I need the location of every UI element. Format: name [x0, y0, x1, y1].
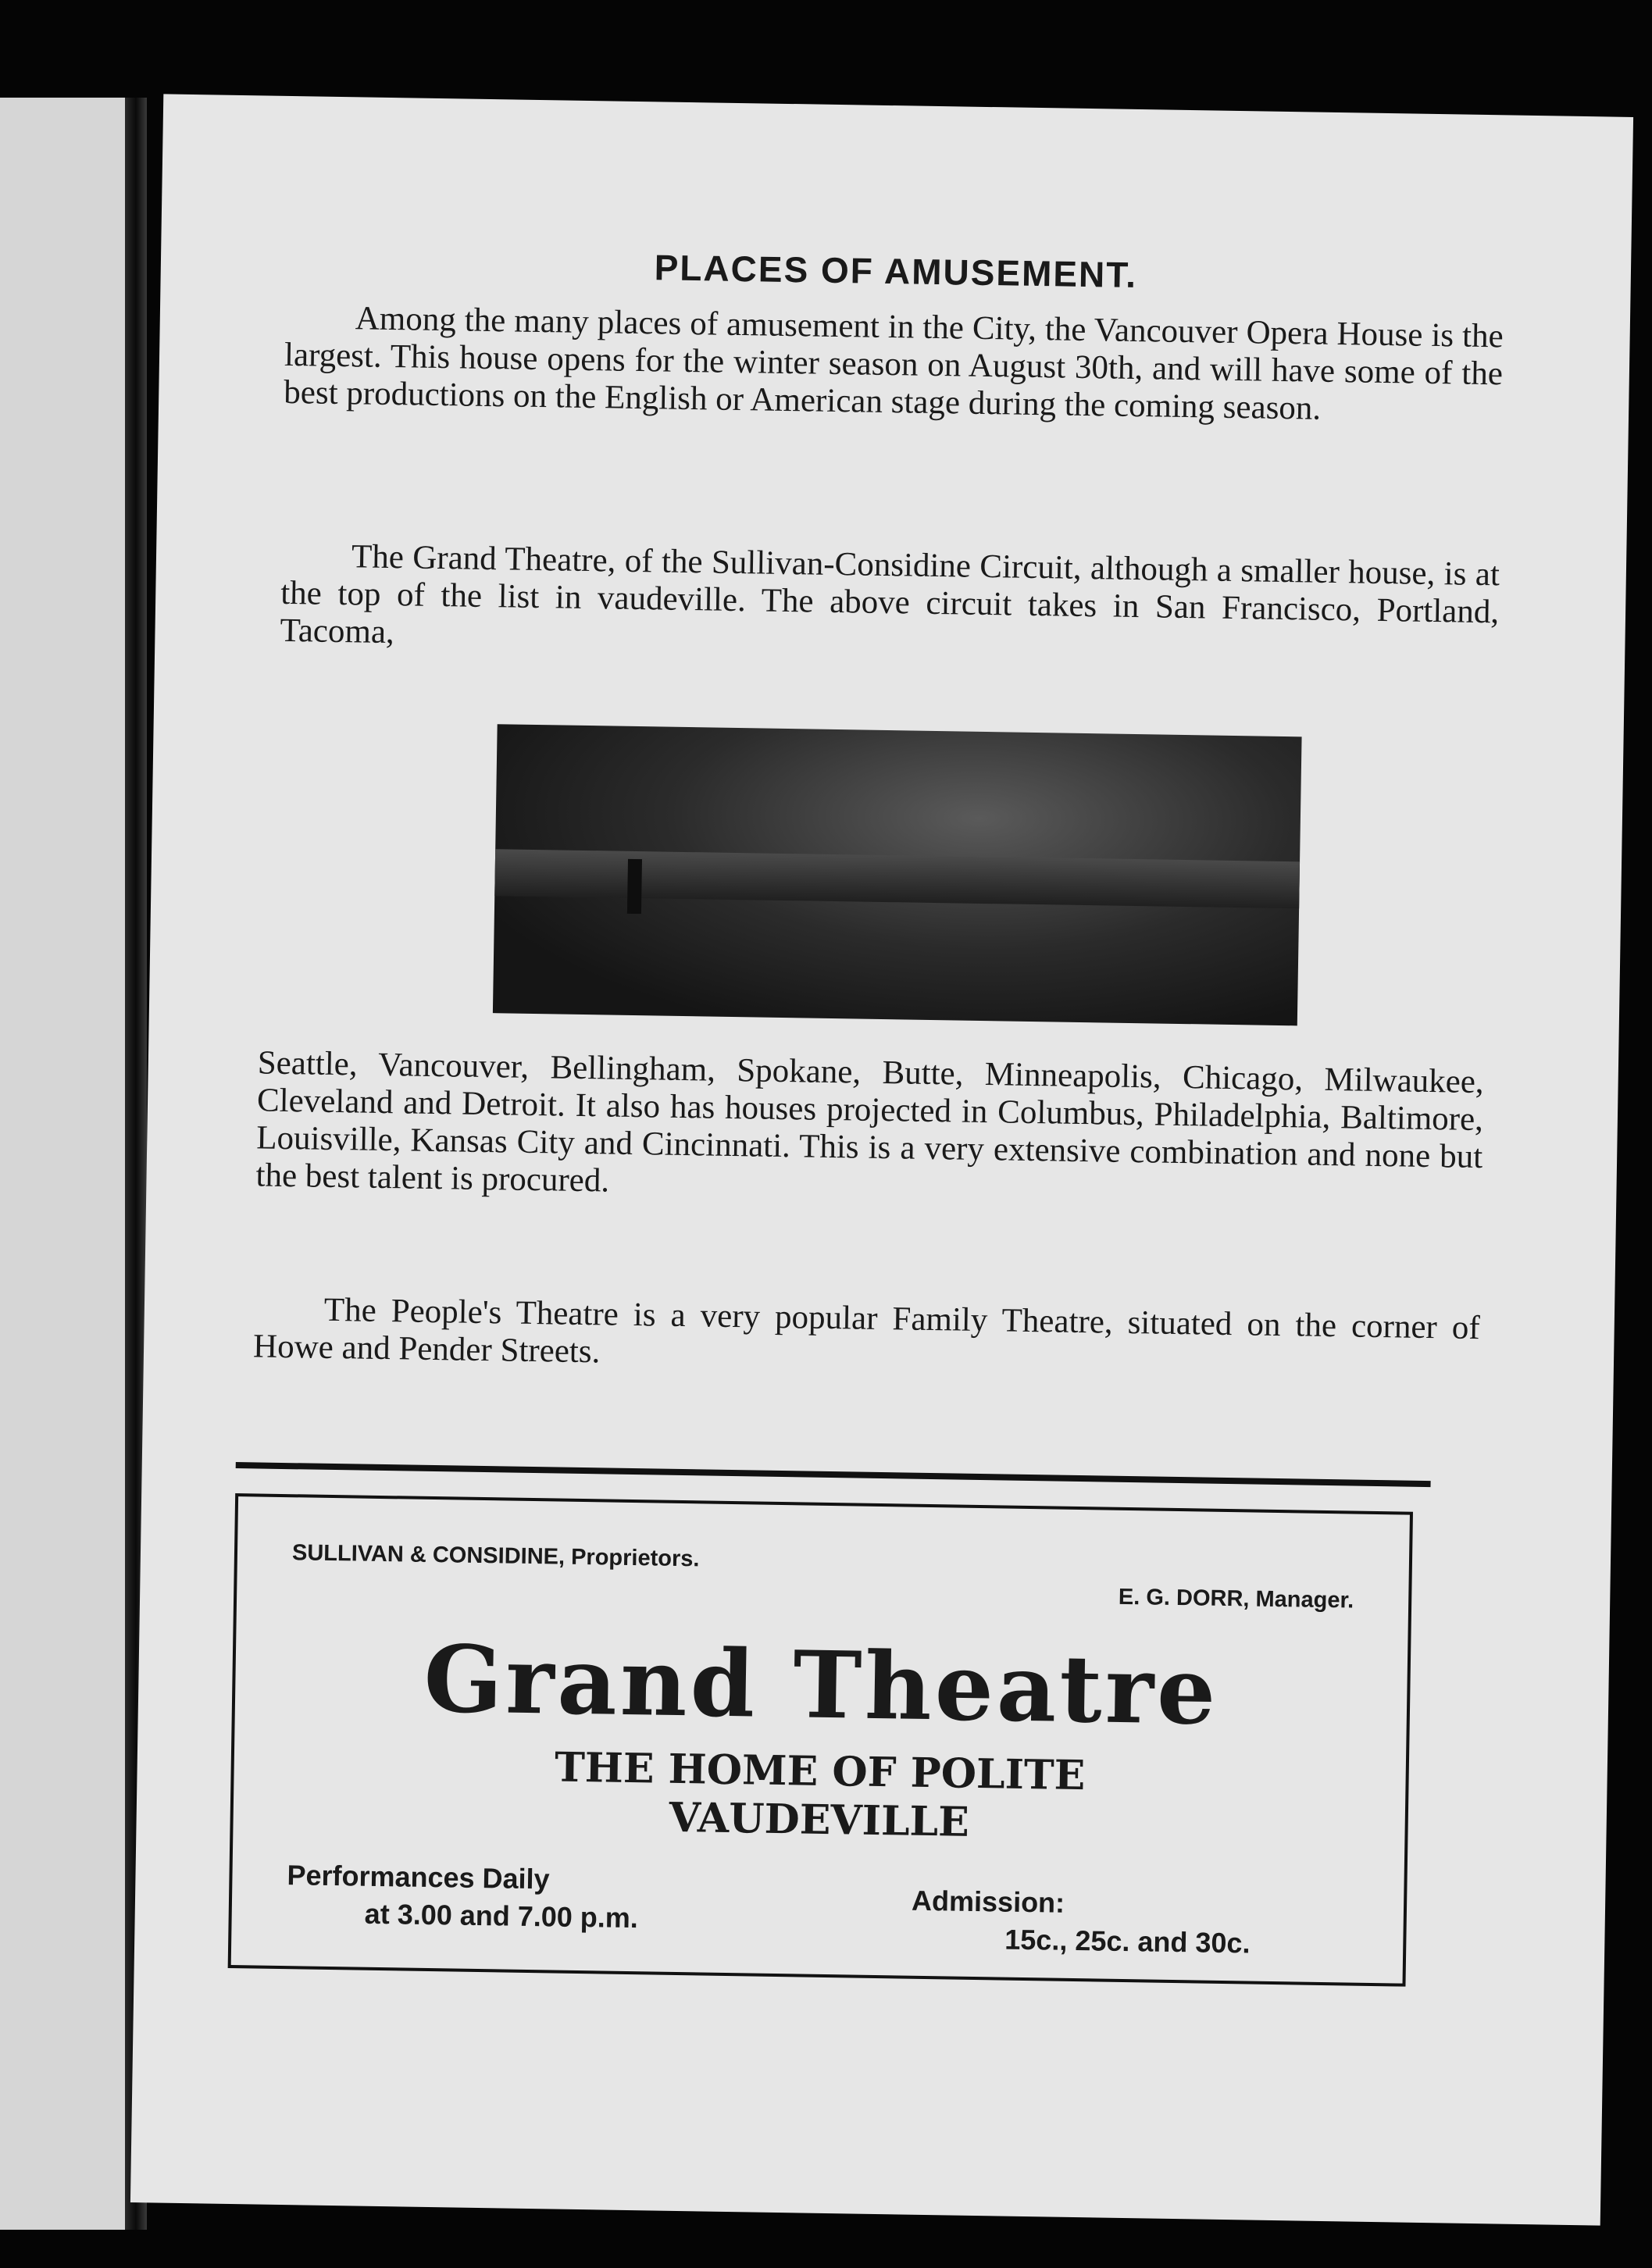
- ad-manager: E. G. DORR, Manager.: [1118, 1584, 1354, 1614]
- photo-ship-funnel: [627, 859, 642, 914]
- paragraph-grand-theatre: The Grand Theatre, of the Sullivan-Considine Circuit, although a smaller house, is at the top of the list in vaudeville. The above circuit takes in San Francisco, Portland, Tacoma,: [280, 538, 1500, 651]
- ad-performances: [286, 1856, 639, 1937]
- ad-admission-heading: Admission:: [911, 1884, 1065, 1919]
- ad-performances-times: at 3.00 and 7.00 p.m.: [364, 1897, 639, 1935]
- ad-proprietors: SULLIVAN & CONSIDINE, Proprietors.: [291, 1540, 700, 1572]
- ad-admission: [911, 1882, 1251, 1963]
- ad-performances-heading: Performances Daily: [287, 1859, 550, 1895]
- paragraph-peoples-theatre: The People's Theatre is a very popular Family Theatre, situated on the corner of Howe and Pender Streets.: [252, 1291, 1481, 1371]
- ad-tagline: THE HOME OF POLITE VAUDEVILLE: [554, 1743, 1086, 1846]
- harbour-photograph: [493, 724, 1302, 1025]
- section-divider: [236, 1462, 1431, 1487]
- ad-theatre-name: Grand Theatre: [423, 1624, 1220, 1746]
- article-title: PLACES OF AMUSEMENT.: [654, 247, 1138, 295]
- grand-theatre-advertisement: [228, 1493, 1413, 1987]
- facing-page-edge: [0, 98, 129, 2230]
- paragraph-opera-house: Among the many places of amusement in the City, the Vancouver Opera House is the largest. This house opens for the winter season on August 30th, and will have some of the best productions on the English or American stage during the coming season.: [283, 300, 1504, 427]
- ad-admission-prices: 15c., 25c. and 30c.: [1004, 1923, 1251, 1960]
- paragraph-circuit-cities: Seattle, Vancouver, Bellingham, Spokane, Butte, Minneapolis, Chicago, Milwaukee, Cleveland and Detroit. It also has houses projected in Columbus, Philadelphia, Baltimore, Louisville, Kansas City and Cincinnati. This is a very extensive combination and none but the best talent is procured.: [255, 1044, 1485, 1200]
- document-page: [130, 94, 1633, 2225]
- photo-water: [494, 849, 1300, 908]
